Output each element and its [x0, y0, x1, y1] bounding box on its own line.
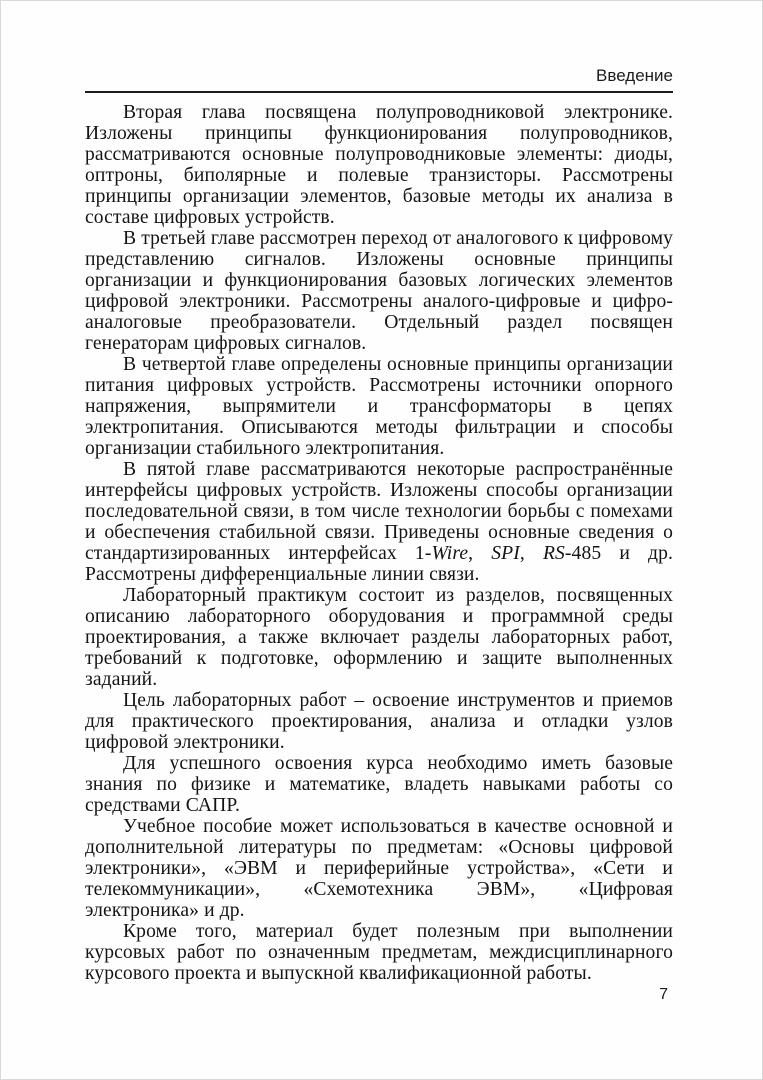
italic-text-run: Wire	[431, 543, 469, 564]
text-run: Кроме того, материал будет полезным при выполнении курсовых работ по означенным предметам, междисциплинарного курсового проекта и выпускной квалификационной работы.	[85, 921, 673, 984]
header-rule	[85, 91, 673, 93]
text-run: Учебное пособие может использоваться в качестве основной и дополнительной литературы по предметам: «Основы цифровой электроники», «ЭВМ и периферийные устройства», «Сети и телекоммуникации», «Схемотехника ЭВМ», «Цифровая электроника» и др.	[85, 816, 673, 921]
page-body	[85, 102, 673, 984]
page-footer	[85, 986, 668, 1004]
text-run: Вторая глава посвящена полупроводниковой электронике. Изложены принципы функционирования полупроводников, рассматриваются основные полупроводниковые элементы: диоды, оптроны, биполярные и полевые транзисторы. Рассмотрены принципы организации элементов, базовые методы их анализа в составе цифровых устройств.	[85, 102, 673, 228]
page-number: 7	[659, 986, 668, 1003]
text-run: Для успешного освоения курса необходимо иметь базовые знания по физике и математике, владеть навыками работы со средствами САПР.	[85, 753, 673, 816]
paragraph	[85, 102, 673, 228]
paragraph	[85, 459, 673, 585]
paragraph	[85, 690, 673, 753]
text-run: В четвертой главе определены основные принципы организации питания цифровых устройств. Рассмотрены источники опорного напряжения, выпрямители и трансформаторы в цепях электропитания. Описываются методы фильтрации и способы организации стабильного электропитания.	[85, 354, 673, 459]
running-header	[85, 66, 673, 86]
text-run: В пятой главе рассматриваются некоторые распространённые интерфейсы цифровых устройств. Изложены способы организации последовательной связи, в том числе технологии борьбы с помехами и обеспечения стабильной связи. Приведены основные сведения о стандартизированных интерфейсах 1-	[85, 459, 673, 564]
text-run: Лабораторный практикум состоит из разделов, посвященных описанию лабораторного оборудования и программной среды проектирования, а также включает разделы лабораторных работ, требований к подготовке, оформлению и защите выполненных заданий.	[85, 585, 673, 690]
paragraph	[85, 228, 673, 354]
paragraph	[85, 816, 673, 921]
text-run: ,	[519, 543, 543, 564]
text-run: В третьей главе рассмотрен переход от аналогового к цифровому представлению сигналов. Изложены основные принципы организации и функционирования базовых логических элементов цифровой электроники. Рассмотрены аналого-цифровые и цифро-аналоговые преобразователи. Отдельный раздел посвящен генераторам цифровых сигналов.	[85, 228, 673, 354]
italic-text-run: RS	[542, 543, 565, 564]
text-run: ,	[468, 543, 492, 564]
text-run: Цель лабораторных работ – освоение инструментов и приемов для практического проектирования, анализа и отладки узлов цифровой электроники.	[85, 690, 673, 753]
paragraph	[85, 921, 673, 984]
paragraph	[85, 354, 673, 459]
text-run: -485 и др. Рассмотрены дифференциальные линии связи.	[85, 543, 673, 585]
running-header-title: Введение	[596, 66, 673, 85]
italic-text-run: SPI	[491, 543, 520, 564]
paragraph	[85, 753, 673, 816]
paragraph	[85, 585, 673, 690]
